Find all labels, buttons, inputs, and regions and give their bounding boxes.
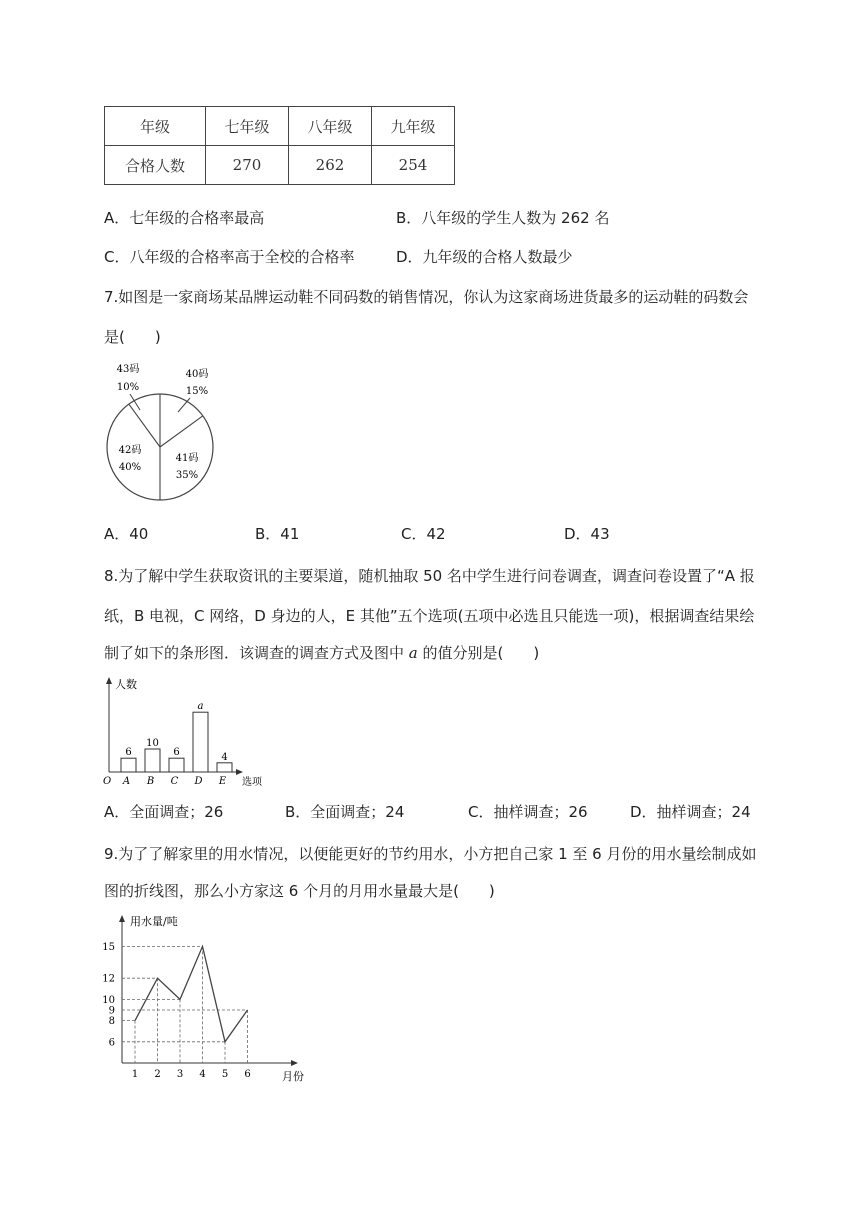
pie-value-43: 10%	[116, 382, 140, 393]
table-header-cell: 七年级	[206, 107, 289, 146]
line-x-axis-arrow	[291, 1060, 298, 1066]
q7-question-line2: 是( )	[104, 328, 161, 346]
pie-label-42: 42码	[118, 445, 142, 456]
bar-A	[121, 758, 136, 772]
q7-option-c[interactable]: C．42	[401, 525, 446, 543]
water-usage-line-chart	[100, 912, 315, 1087]
bar-value-label-E: 4	[221, 751, 228, 763]
table-row-label: 合格人数	[105, 146, 206, 185]
line-ytick-label-10: 10	[102, 994, 115, 1006]
bar-category-label-C: C	[170, 776, 179, 787]
pie-value-40: 15%	[185, 386, 209, 397]
table-cell: 254	[372, 146, 455, 185]
q7-option-d[interactable]: D．43	[564, 525, 610, 543]
q6-option-d[interactable]: D．九年级的合格人数最少	[396, 248, 573, 266]
bar-category-label-D: D	[194, 776, 203, 787]
table-header-cell: 八年级	[289, 107, 372, 146]
table-row	[105, 146, 455, 185]
bar-category-label-B: B	[146, 776, 155, 787]
bar-C	[169, 758, 184, 772]
pie-slice-boundary-41	[160, 416, 203, 447]
q6-option-b[interactable]: B．八年级的学生人数为 262 名	[396, 209, 610, 227]
q7-option-b[interactable]: B．41	[255, 525, 300, 543]
line-xtick-label-5: 5	[221, 1069, 229, 1080]
bar-category-label-A: A	[122, 776, 131, 787]
bar-value-label-D: a	[197, 701, 204, 713]
pie-value-41: 35%	[175, 470, 199, 481]
q7-option-a[interactable]: A．40	[104, 525, 149, 543]
line-ytick-label-15: 15	[102, 941, 115, 953]
line-ytick-label-12: 12	[102, 973, 115, 985]
pie-label-40: 40码	[185, 369, 209, 380]
bar-value-label-A: 6	[125, 747, 132, 759]
shoe-size-pie-chart	[100, 360, 230, 515]
bar-value-label-B: 10	[146, 738, 159, 749]
q8-line3-pre: 制了如下的条形图．该调查的调查方式及图中	[104, 644, 409, 662]
line-xtick-label-4: 4	[199, 1069, 206, 1080]
q8-option-b[interactable]: B．全面调查；24	[285, 803, 405, 821]
bar-D	[193, 712, 208, 772]
q8-option-d[interactable]: D．抽样调查；24	[630, 803, 751, 821]
table-cell: 262	[289, 146, 372, 185]
bar-y-axis-arrow	[106, 677, 112, 684]
q8-line3-post: 的值分别是( )	[417, 644, 540, 662]
bar-x-axis-arrow	[236, 769, 243, 775]
line-x-label: 月份	[282, 1070, 304, 1083]
bar-x-label: 选项	[242, 777, 262, 788]
q9-question-line1: 9.为了了解家里的用水情况，以便能更好的节约用水，小方把自己家 1 至 6 月份的用水量绘制成如	[104, 845, 757, 863]
line-xtick-label-1: 1	[131, 1069, 139, 1080]
line-ytick-label-6: 6	[108, 1037, 115, 1049]
q8-option-c[interactable]: C．抽样调查；26	[468, 803, 588, 821]
line-y-label: 用水量/吨	[130, 915, 178, 928]
q8-option-a[interactable]: A．全面调查；26	[104, 803, 224, 821]
pie-value-42: 40%	[118, 462, 142, 473]
line-xtick-label-3: 3	[176, 1069, 184, 1080]
line-ytick-label-9: 9	[108, 1005, 115, 1017]
line-y-axis-arrow	[119, 915, 125, 922]
bar-category-label-E: E	[218, 776, 227, 787]
table-header-row	[105, 107, 455, 146]
q8-question-line1: 8.为了解中学生获取资讯的主要渠道，随机抽取 50 名中学生进行问卷调查，调查问卷设置了“A 报	[104, 567, 755, 585]
q6-option-a[interactable]: A．七年级的合格率最高	[104, 209, 265, 227]
q7-question-line1: 7.如图是一家商场某品牌运动鞋不同码数的销售情况，你认为这家商场进货最多的运动鞋的码数会	[104, 288, 749, 306]
q8-question-line3	[104, 643, 539, 663]
bar-B	[145, 749, 160, 772]
q9-question-line2: 图的折线图，那么小方家这 6 个月的月用水量最大是( )	[104, 882, 495, 900]
pie-label-41: 41码	[175, 453, 199, 464]
table-cell: 270	[206, 146, 289, 185]
pie-slice-boundary-43	[129, 404, 160, 447]
q8-variable-a: a	[408, 644, 418, 662]
line-xtick-label-6: 6	[244, 1069, 251, 1080]
pie-label-43: 43码	[116, 364, 140, 375]
bar-origin-label: O	[103, 776, 112, 787]
table-header-cell: 九年级	[372, 107, 455, 146]
q8-question-line2: 纸，B 电视，C 网络，D 身边的人，E 其他”五个选项(五项中必选且只能选一项)，根据调查结果绘	[104, 607, 755, 625]
bar-value-label-C: 6	[173, 747, 180, 759]
bar-E	[217, 763, 232, 772]
q6-option-c[interactable]: C．八年级的合格率高于全校的合格率	[104, 248, 355, 266]
grade-table	[104, 106, 455, 185]
line-series-water	[135, 946, 248, 1041]
table-header-cell: 年级	[105, 107, 206, 146]
bar-y-label: 人数	[115, 678, 137, 691]
line-xtick-label-2: 2	[154, 1069, 161, 1080]
line-ytick-label-8: 8	[108, 1016, 115, 1028]
channel-bar-chart	[100, 674, 275, 789]
